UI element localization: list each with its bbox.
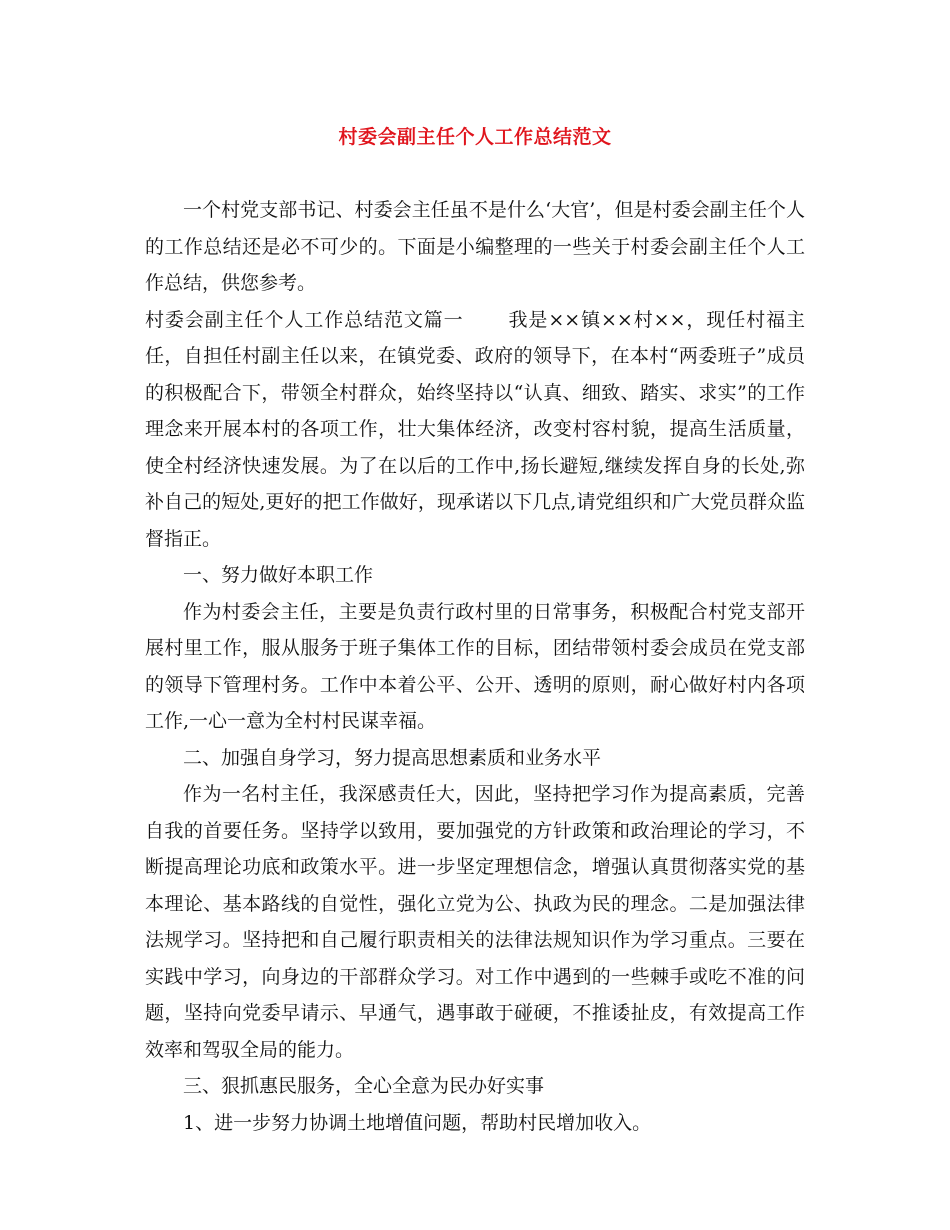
document-title: 村委会副主任个人工作总结范文 [338, 126, 612, 148]
section-paragraph [145, 302, 805, 558]
heading-two: 二、加强自身学习，努力提高思想素质和业务水平 [183, 746, 602, 769]
document-body [145, 192, 805, 1141]
item-one: 1、进一步努力协调土地增值问题，帮助村民增加收入。 [183, 1111, 652, 1134]
paragraph-one: 作为村委会主任，主要是负责行政村里的日常事务，积极配合村党支部开展村里工作，服从服务于班子集体工作的目标，团结带领村委会成员在党支部的领导下管理村务。工作中本着公平、公开、透明的原则，耐心做好村内各项工作,一心一意为全村村民谋幸福。 [145, 600, 805, 732]
heading-three: 三、狠抓惠民服务，全心全意为民办好实事 [183, 1075, 545, 1097]
section-text: 我是××镇××村××，现任村福主任，自担任村副主任以来，在镇党委、政府的领导下，在本村“两委班子”成员的积极配合下，带领全村群众，始终坚持以“认真、细致、踏实、求实”的工作理念来开展本村的各项工作，壮大集体经济，改变村容村貌，提高生活质量，使全村经济快速发展。为了在以后的工作中,扬长避短,继续发挥自身的长处,弥补自己的短处,更好的把工作做好，现承诺以下几点,请党组织和广大党员群众监督指正。 [145, 308, 805, 550]
heading-one: 一、努力做好本职工作 [183, 564, 374, 586]
paragraph-two: 作为一名村主任，我深感责任大，因此，坚持把学习作为提高素质，完善自我的首要任务。坚持学以致用，要加强党的方针政策和政治理论的学习，不断提高理论功底和政策水平。进一步坚定理想信念，增强认真贯彻落实党的基本理论、基本路线的自觉性，强化立党为公、执政为民的理念。二是加强法律法规学习。坚持把和自己履行职责相关的法律法规知识作为学习重点。三要在实践中学习，向身边的干部群众学习。对工作中遇到的一些棘手或吃不准的问题，坚持向党委早请示、早通气，遇事敢于碰硬，不推诿扯皮，有效提高工作效率和驾驭全局的能力。 [145, 783, 805, 1061]
intro-paragraph: 一个村党支部书记、村委会主任虽不是什么‘大官’，但是村委会副主任个人的工作总结还是必不可少的。下面是小编整理的一些关于村委会副主任个人工作总结，供您参考。 [145, 199, 805, 294]
section-label: 村委会副主任个人工作总结范文篇一 [145, 308, 464, 331]
